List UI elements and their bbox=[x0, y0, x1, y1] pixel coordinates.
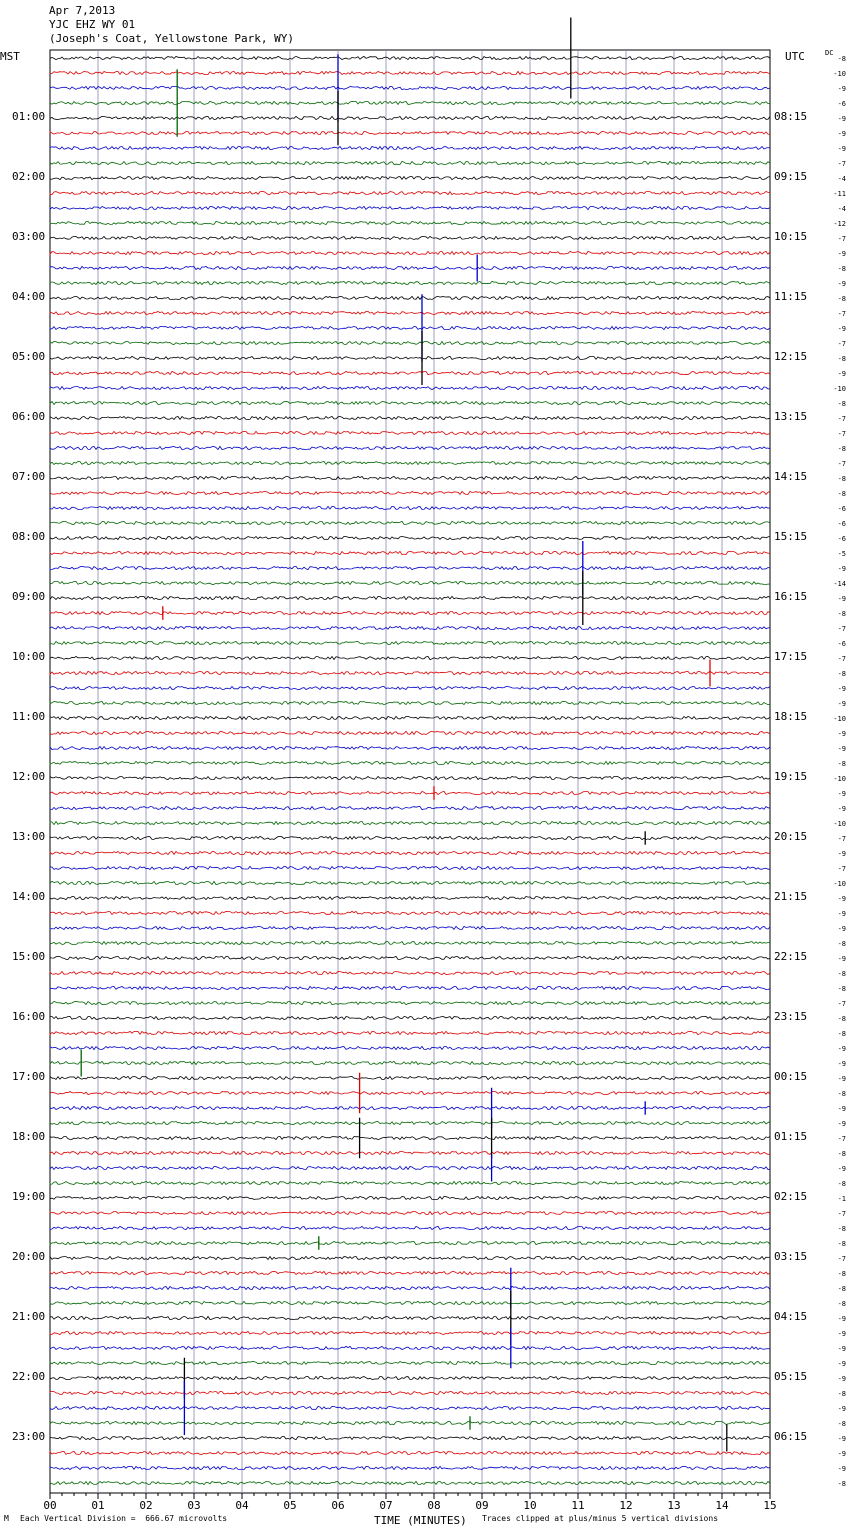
left-hour-label: 15:00 bbox=[12, 950, 46, 963]
dc-offset-label: -8 bbox=[837, 355, 846, 363]
dc-offset-label: -9 bbox=[837, 1360, 846, 1368]
seismic-trace bbox=[50, 161, 770, 164]
seismic-trace bbox=[50, 1256, 770, 1259]
seismic-trace bbox=[50, 731, 770, 734]
right-hour-label: 22:15 bbox=[774, 950, 808, 963]
seismic-trace bbox=[50, 1466, 770, 1469]
dc-offset-label: -9 bbox=[837, 1075, 846, 1083]
x-tick-label: 07 bbox=[379, 1499, 393, 1512]
right-hour-label: 04:15 bbox=[774, 1310, 808, 1323]
seismic-trace bbox=[50, 1301, 770, 1304]
dc-offset-label: -8 bbox=[837, 1240, 846, 1248]
right-hour-label: 17:15 bbox=[774, 650, 808, 663]
dc-offset-label: -9 bbox=[837, 595, 846, 603]
seismic-trace bbox=[50, 176, 770, 179]
seismic-trace bbox=[50, 416, 770, 419]
dc-offset-label: -9 bbox=[837, 115, 846, 123]
seismic-trace bbox=[50, 836, 770, 839]
dc-offset-label: -9 bbox=[837, 850, 846, 858]
seismic-trace bbox=[50, 611, 770, 614]
left-hour-label: 05:00 bbox=[12, 350, 46, 363]
seismic-trace bbox=[50, 446, 770, 449]
dc-offset-label: -9 bbox=[837, 1315, 846, 1323]
right-hour-label: 19:15 bbox=[774, 770, 808, 783]
seismic-trace bbox=[50, 431, 770, 434]
dc-offset-label: -9 bbox=[837, 730, 846, 738]
seismic-trace bbox=[50, 1226, 770, 1229]
dc-offset-label: -8 bbox=[837, 55, 846, 63]
right-hour-label: 09:15 bbox=[774, 170, 808, 183]
seismic-trace bbox=[50, 821, 770, 824]
dc-offset-label: -8 bbox=[837, 1480, 846, 1488]
dc-offset-label: -8 bbox=[837, 970, 846, 978]
seismic-trace bbox=[50, 371, 770, 374]
seismic-trace bbox=[50, 896, 770, 899]
dc-offset-label: -8 bbox=[837, 1030, 846, 1038]
dc-offset-label: -8 bbox=[837, 1015, 846, 1023]
dc-offset-label: -8 bbox=[837, 985, 846, 993]
x-axis-title: TIME (MINUTES) bbox=[374, 1514, 467, 1527]
seismic-trace bbox=[50, 806, 770, 809]
right-timezone-label: UTC bbox=[785, 50, 805, 63]
dc-offset-label: -8 bbox=[837, 1090, 846, 1098]
right-hour-label: 03:15 bbox=[774, 1250, 808, 1263]
seismic-trace bbox=[50, 1451, 770, 1454]
seismic-trace bbox=[50, 296, 770, 299]
seismic-trace bbox=[50, 1121, 770, 1124]
dc-offset-label: -7 bbox=[837, 340, 846, 348]
right-hour-label: 02:15 bbox=[774, 1190, 808, 1203]
dc-offset-label: -10 bbox=[833, 715, 846, 723]
seismic-trace bbox=[50, 1286, 770, 1289]
dc-offset-label: -7 bbox=[837, 865, 846, 873]
seismic-trace bbox=[50, 926, 770, 929]
seismic-trace bbox=[50, 1181, 770, 1184]
left-hour-label: 14:00 bbox=[12, 890, 46, 903]
dc-offset-label: -14 bbox=[833, 580, 846, 588]
x-tick-label: 11 bbox=[571, 1499, 585, 1512]
left-hour-label: 23:00 bbox=[12, 1430, 46, 1443]
dc-offset-label: -7 bbox=[837, 310, 846, 318]
seismic-trace bbox=[50, 491, 770, 494]
header-station: YJC EHZ WY 01 bbox=[49, 18, 136, 31]
dc-offset-label: -6 bbox=[837, 505, 846, 513]
x-tick-label: 00 bbox=[43, 1499, 57, 1512]
dc-offset-label: -7 bbox=[837, 835, 846, 843]
seismic-trace bbox=[50, 536, 770, 539]
x-tick-label: 15 bbox=[763, 1499, 777, 1512]
seismic-trace bbox=[50, 761, 770, 764]
seismic-trace bbox=[50, 596, 770, 599]
dc-offset-label: -9 bbox=[837, 1465, 846, 1473]
dc-offset-label: -7 bbox=[837, 160, 846, 168]
dc-offset-label: -9 bbox=[837, 1045, 846, 1053]
seismic-trace bbox=[50, 206, 770, 209]
dc-offset-label: -8 bbox=[837, 400, 846, 408]
dc-offset-label: -9 bbox=[837, 700, 846, 708]
dc-offset-label: -7 bbox=[837, 415, 846, 423]
seismic-trace bbox=[50, 266, 770, 269]
seismic-trace bbox=[50, 101, 770, 104]
dc-offset-label: -9 bbox=[837, 955, 846, 963]
seismic-trace bbox=[50, 551, 770, 554]
dc-offset-label: -9 bbox=[837, 1060, 846, 1068]
seismic-trace bbox=[50, 386, 770, 389]
seismic-trace bbox=[50, 1346, 770, 1349]
seismic-trace bbox=[50, 881, 770, 884]
left-hour-label: 12:00 bbox=[12, 770, 46, 783]
dc-label: DC bbox=[825, 49, 834, 57]
header-date: Apr 7,2013 bbox=[49, 4, 116, 17]
seismic-trace bbox=[50, 1421, 770, 1424]
left-hour-label: 06:00 bbox=[12, 410, 46, 423]
dc-offset-label: -9 bbox=[837, 325, 846, 333]
seismic-trace bbox=[50, 461, 770, 464]
seismic-trace bbox=[50, 1361, 770, 1364]
seismic-trace bbox=[50, 326, 770, 329]
seismic-trace bbox=[50, 1046, 770, 1049]
dc-offset-label: -8 bbox=[837, 295, 846, 303]
seismic-trace bbox=[50, 221, 770, 224]
seismic-trace bbox=[50, 506, 770, 509]
seismic-trace bbox=[50, 1481, 770, 1484]
left-hour-label: 22:00 bbox=[12, 1370, 46, 1383]
dc-offset-label: -9 bbox=[837, 1375, 846, 1383]
seismic-trace bbox=[50, 1166, 770, 1169]
x-tick-label: 09 bbox=[475, 1499, 489, 1512]
dc-offset-label: -9 bbox=[837, 910, 846, 918]
left-hour-label: 02:00 bbox=[12, 170, 46, 183]
right-hour-label: 00:15 bbox=[774, 1070, 808, 1083]
seismic-trace bbox=[50, 1016, 770, 1019]
x-tick-label: 06 bbox=[331, 1499, 345, 1512]
dc-offset-label: -8 bbox=[837, 760, 846, 768]
dc-offset-label: -4 bbox=[837, 175, 846, 183]
dc-offset-label: -6 bbox=[837, 100, 846, 108]
corner-mark: M bbox=[4, 1514, 9, 1523]
seismic-trace bbox=[50, 1151, 770, 1154]
dc-offset-label: -1 bbox=[837, 1195, 846, 1203]
right-hour-label: 21:15 bbox=[774, 890, 808, 903]
dc-offset-label: -9 bbox=[837, 250, 846, 258]
seismic-trace bbox=[50, 581, 770, 584]
seismic-trace bbox=[50, 686, 770, 689]
seismic-trace bbox=[50, 1316, 770, 1319]
dc-offset-label: -9 bbox=[837, 1105, 846, 1113]
seismic-trace bbox=[50, 566, 770, 569]
seismic-trace bbox=[50, 986, 770, 989]
seismic-trace bbox=[50, 1001, 770, 1004]
dc-offset-label: -9 bbox=[837, 790, 846, 798]
x-tick-label: 03 bbox=[187, 1499, 201, 1512]
dc-offset-label: -9 bbox=[837, 370, 846, 378]
dc-offset-label: -10 bbox=[833, 775, 846, 783]
dc-offset-label: -9 bbox=[837, 145, 846, 153]
seismic-trace bbox=[50, 251, 770, 254]
dc-offset-label: -8 bbox=[837, 445, 846, 453]
x-tick-label: 12 bbox=[619, 1499, 633, 1512]
seismic-trace bbox=[50, 776, 770, 779]
dc-offset-label: -8 bbox=[837, 265, 846, 273]
dc-offset-label: -9 bbox=[837, 280, 846, 288]
right-hour-label: 16:15 bbox=[774, 590, 808, 603]
right-hour-label: 20:15 bbox=[774, 830, 808, 843]
dc-offset-label: -9 bbox=[837, 895, 846, 903]
seismic-trace bbox=[50, 971, 770, 974]
dc-offset-label: -6 bbox=[837, 640, 846, 648]
seismic-trace bbox=[50, 911, 770, 914]
seismic-trace bbox=[50, 401, 770, 404]
right-hour-label: 05:15 bbox=[774, 1370, 808, 1383]
seismic-trace bbox=[50, 1391, 770, 1394]
seismic-trace bbox=[50, 1092, 770, 1095]
dc-offset-label: -8 bbox=[837, 1285, 846, 1293]
seismic-trace bbox=[50, 851, 770, 854]
left-hour-label: 01:00 bbox=[12, 110, 46, 123]
dc-offset-label: -8 bbox=[837, 1300, 846, 1308]
seismic-trace bbox=[50, 746, 770, 749]
right-hour-label: 08:15 bbox=[774, 110, 808, 123]
left-hour-label: 18:00 bbox=[12, 1130, 46, 1143]
seismic-trace bbox=[50, 56, 770, 59]
left-timezone-label: MST bbox=[0, 50, 20, 63]
x-tick-label: 10 bbox=[523, 1499, 537, 1512]
seismic-trace bbox=[50, 1241, 770, 1244]
right-hour-label: 13:15 bbox=[774, 410, 808, 423]
seismic-trace bbox=[50, 1331, 770, 1334]
right-hour-label: 01:15 bbox=[774, 1130, 808, 1143]
seismic-trace bbox=[50, 521, 770, 524]
left-hour-label: 03:00 bbox=[12, 230, 46, 243]
dc-offset-label: -8 bbox=[837, 610, 846, 618]
right-hour-label: 18:15 bbox=[774, 710, 808, 723]
dc-offset-label: -9 bbox=[837, 1435, 846, 1443]
dc-offset-label: -8 bbox=[837, 940, 846, 948]
dc-offset-label: -7 bbox=[837, 655, 846, 663]
seismic-trace bbox=[50, 791, 770, 794]
left-hour-label: 04:00 bbox=[12, 290, 46, 303]
dc-offset-label: -9 bbox=[837, 1120, 846, 1128]
seismic-trace bbox=[50, 1031, 770, 1034]
seismic-trace bbox=[50, 1211, 770, 1214]
dc-offset-label: -9 bbox=[837, 925, 846, 933]
dc-offset-label: -9 bbox=[837, 1405, 846, 1413]
dc-offset-label: -10 bbox=[833, 70, 846, 78]
seismic-trace bbox=[50, 626, 770, 629]
dc-offset-label: -8 bbox=[837, 475, 846, 483]
seismic-trace bbox=[50, 1271, 770, 1274]
right-hour-label: 23:15 bbox=[774, 1010, 808, 1023]
dc-offset-label: -10 bbox=[833, 820, 846, 828]
seismic-trace bbox=[50, 116, 770, 119]
seismic-trace bbox=[50, 716, 770, 719]
dc-offset-label: -9 bbox=[837, 805, 846, 813]
left-hour-label: 11:00 bbox=[12, 710, 46, 723]
seismic-trace bbox=[50, 1376, 770, 1379]
seismic-trace bbox=[50, 1406, 770, 1409]
seismic-trace bbox=[50, 941, 770, 944]
seismic-trace bbox=[50, 1106, 770, 1109]
dc-offset-label: -12 bbox=[833, 220, 846, 228]
left-hour-label: 16:00 bbox=[12, 1010, 46, 1023]
x-tick-label: 04 bbox=[235, 1499, 249, 1512]
x-tick-label: 05 bbox=[283, 1499, 297, 1512]
seismic-trace bbox=[50, 131, 770, 134]
seismic-trace bbox=[50, 146, 770, 149]
right-hour-label: 06:15 bbox=[774, 1430, 808, 1443]
x-tick-label: 14 bbox=[715, 1499, 729, 1512]
seismic-trace bbox=[50, 341, 770, 344]
dc-offset-label: -9 bbox=[837, 1450, 846, 1458]
seismic-trace bbox=[50, 641, 770, 644]
left-hour-label: 10:00 bbox=[12, 650, 46, 663]
seismic-trace bbox=[50, 281, 770, 284]
seismic-trace bbox=[50, 191, 770, 194]
dc-offset-label: -8 bbox=[837, 1225, 846, 1233]
dc-offset-label: -10 bbox=[833, 880, 846, 888]
left-hour-label: 20:00 bbox=[12, 1250, 46, 1263]
seismic-trace bbox=[50, 1436, 770, 1439]
dc-offset-label: -8 bbox=[837, 670, 846, 678]
dc-offset-label: -9 bbox=[837, 130, 846, 138]
seismic-trace bbox=[50, 956, 770, 959]
seismic-trace bbox=[50, 476, 770, 479]
dc-offset-label: -9 bbox=[837, 1345, 846, 1353]
seismic-trace bbox=[50, 71, 770, 74]
left-hour-label: 21:00 bbox=[12, 1310, 46, 1323]
dc-offset-label: -8 bbox=[837, 1150, 846, 1158]
seismic-trace bbox=[50, 356, 770, 359]
seismic-trace bbox=[50, 1136, 770, 1139]
dc-offset-label: -8 bbox=[837, 1420, 846, 1428]
seismic-trace bbox=[50, 86, 770, 89]
dc-offset-label: -7 bbox=[837, 430, 846, 438]
seismic-trace bbox=[50, 236, 770, 239]
dc-offset-label: -7 bbox=[837, 460, 846, 468]
right-hour-label: 15:15 bbox=[774, 530, 808, 543]
dc-offset-label: -5 bbox=[837, 550, 846, 558]
seismic-trace bbox=[50, 1061, 770, 1064]
dc-offset-label: -4 bbox=[837, 205, 846, 213]
right-hour-label: 12:15 bbox=[774, 350, 808, 363]
dc-offset-label: -8 bbox=[837, 1270, 846, 1278]
dc-offset-label: -7 bbox=[837, 235, 846, 243]
left-hour-label: 09:00 bbox=[12, 590, 46, 603]
dc-offset-label: -9 bbox=[837, 1330, 846, 1338]
seismic-trace bbox=[50, 701, 770, 704]
dc-offset-label: -9 bbox=[837, 745, 846, 753]
dc-offset-label: -6 bbox=[837, 520, 846, 528]
dc-offset-label: -9 bbox=[837, 565, 846, 573]
seismic-trace bbox=[50, 1196, 770, 1199]
dc-offset-label: -9 bbox=[837, 685, 846, 693]
x-tick-label: 13 bbox=[667, 1499, 681, 1512]
dc-offset-label: -8 bbox=[837, 490, 846, 498]
dc-offset-label: -7 bbox=[837, 1135, 846, 1143]
left-hour-label: 07:00 bbox=[12, 470, 46, 483]
dc-offset-label: -11 bbox=[833, 190, 846, 198]
dc-offset-label: -8 bbox=[837, 1390, 846, 1398]
seismic-trace bbox=[50, 657, 770, 660]
clip-note: Traces clipped at plus/minus 5 vertical divisions bbox=[482, 1514, 719, 1523]
right-hour-label: 14:15 bbox=[774, 470, 808, 483]
dc-offset-label: -10 bbox=[833, 385, 846, 393]
dc-offset-label: -9 bbox=[837, 85, 846, 93]
seismic-trace bbox=[50, 1076, 770, 1079]
plot-frame bbox=[50, 50, 770, 1493]
x-tick-label: 01 bbox=[91, 1499, 105, 1512]
dc-offset-label: -7 bbox=[837, 625, 846, 633]
dc-offset-label: -9 bbox=[837, 1165, 846, 1173]
left-hour-label: 08:00 bbox=[12, 530, 46, 543]
right-hour-label: 11:15 bbox=[774, 290, 808, 303]
x-tick-label: 02 bbox=[139, 1499, 153, 1512]
dc-offset-label: -7 bbox=[837, 1255, 846, 1263]
dc-offset-label: -6 bbox=[837, 535, 846, 543]
dc-offset-label: -7 bbox=[837, 1210, 846, 1218]
x-tick-label: 08 bbox=[427, 1499, 441, 1512]
seismic-trace bbox=[50, 866, 770, 869]
left-hour-label: 17:00 bbox=[12, 1070, 46, 1083]
dc-offset-label: -8 bbox=[837, 1180, 846, 1188]
seismic-trace bbox=[50, 671, 770, 674]
scale-note: Each Vertical Division = 666.67 microvolts bbox=[20, 1514, 228, 1523]
right-hour-label: 10:15 bbox=[774, 230, 808, 243]
header-location: (Joseph's Coat, Yellowstone Park, WY) bbox=[49, 32, 295, 45]
seismic-trace bbox=[50, 311, 770, 314]
dc-offset-label: -7 bbox=[837, 1000, 846, 1008]
left-hour-label: 19:00 bbox=[12, 1190, 46, 1203]
left-hour-label: 13:00 bbox=[12, 830, 46, 843]
